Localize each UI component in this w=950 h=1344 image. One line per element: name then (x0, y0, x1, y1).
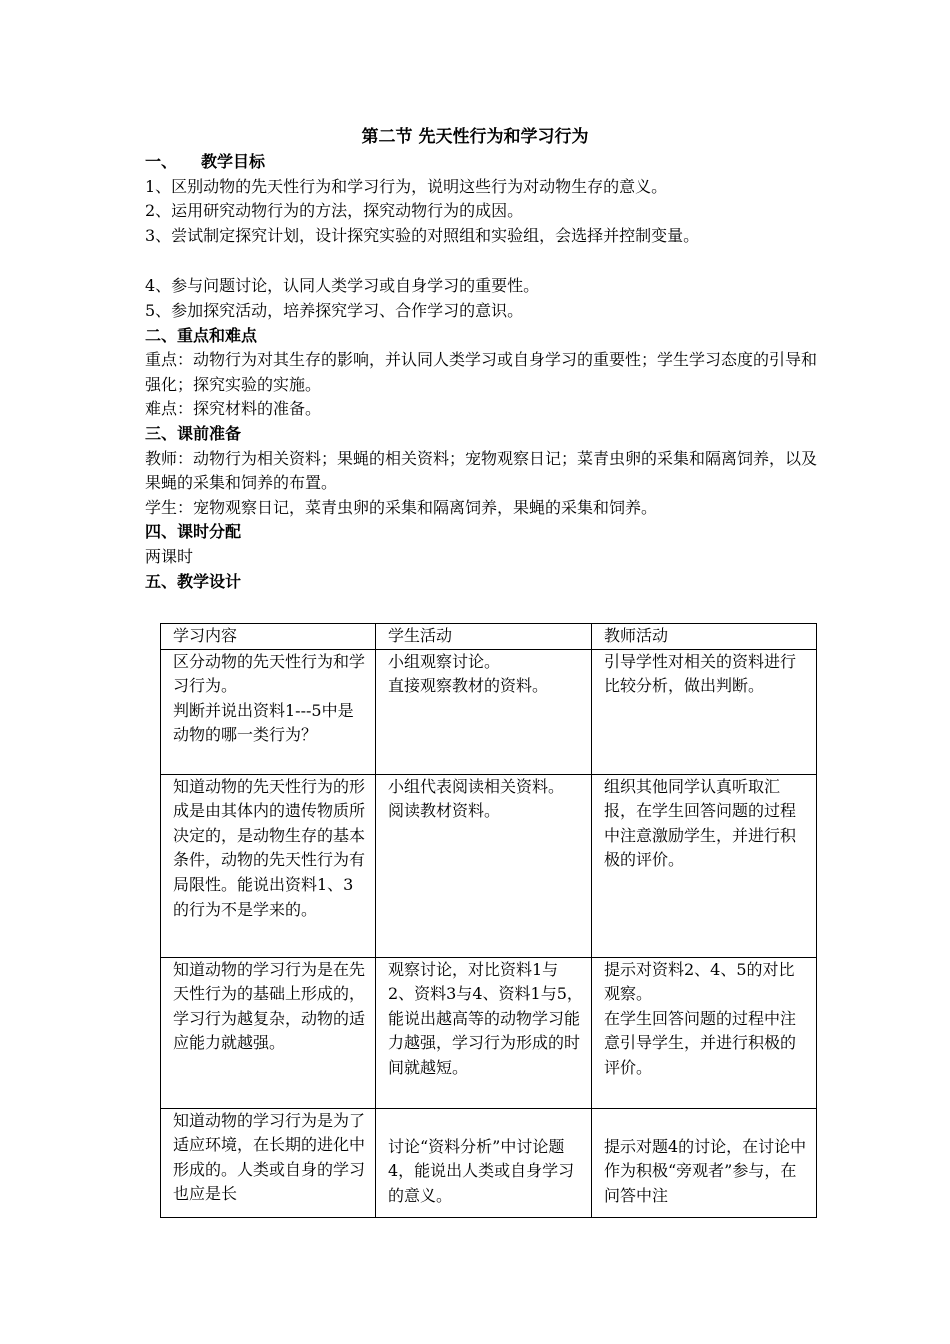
objective-item: 3、尝试制定探究计划，设计探究实验的对照组和实验组，会选择并控制变量。 (145, 225, 700, 245)
column-header-teacher-activity: 教师活动 (592, 624, 817, 650)
teacher-activity-cell (592, 957, 817, 1108)
objective-item: 4、参与问题讨论，认同人类学习或自身学习的重要性。 (145, 276, 540, 296)
section-heading-objectives (145, 150, 825, 175)
cell-text: 判断并说出资料1---5中是动物的哪一类行为？ (173, 700, 354, 745)
column-header-content: 学习内容 (161, 624, 376, 650)
section-heading-schedule: 四、课时分配 (145, 522, 242, 542)
section-heading-key-points: 二、重点和难点 (145, 325, 258, 345)
objective-item: 1、区别动物的先天性行为和学习行为，说明这些行为对动物生存的意义。 (145, 176, 668, 196)
table-row (161, 774, 817, 957)
section-heading-preparation: 三、课前准备 (145, 423, 242, 443)
cell-text: 小组观察讨论。 (388, 651, 501, 671)
student-activity-cell (376, 774, 592, 957)
student-activity-cell (376, 957, 592, 1108)
cell-text: 引导学性对相关的资料进行比较分析，做出判断。 (604, 651, 797, 696)
document-body (145, 150, 825, 594)
objective-item: 5、参加探究活动，培养探究学习、合作学习的意识。 (145, 300, 524, 320)
section-heading-design: 五、教学设计 (145, 571, 242, 591)
page-title: 第二节 先天性行为和学习行为 (361, 127, 589, 147)
cell-text: 在学生回答问题的过程中注意引导学生，并进行积极的评价。 (604, 1008, 797, 1077)
teacher-activity-cell (592, 774, 817, 957)
learning-content-cell (161, 957, 376, 1108)
cell-text: 阅读教材资料。 (388, 801, 501, 821)
cell-text: 组织其他同学认真听取汇报，在学生回答问题的过程中注意激励学生，并进行积极的评价。 (604, 776, 797, 870)
teaching-design-table (160, 623, 817, 1218)
cell-text: 讨论“资料分析”中讨论题4，能说出人类或自身学习的意义。 (388, 1136, 575, 1205)
schedule-text: 两课时 (145, 546, 194, 566)
column-header-student-activity: 学生活动 (376, 624, 592, 650)
table-header-row (161, 624, 817, 650)
cell-text: 知道动物的学习行为是在先天性行为的基础上形成的，学习行为越复杂，动物的适应能力就越强。 (173, 959, 366, 1053)
key-point-text: 重点：动物行为对其生存的影响，并认同人类学习或自身学习的重要性；学生学习态度的引导和强化；探究实验的实施。 (145, 350, 818, 394)
student-activity-cell (376, 1108, 592, 1217)
objective-item: 2、运用研究动物行为的方法，探究动物行为的成因。 (145, 201, 524, 221)
teacher-preparation-text: 教师：动物行为相关资料；果蝇的相关资料；宠物观察日记；菜青虫卵的采集和隔离饲养，以及果蝇的采集和饲养的布置。 (145, 448, 818, 493)
cell-text: 知道动物的学习行为是为了适应环境，在长期的进化中形成的。人类或自身的学习也应是长 (173, 1110, 366, 1204)
student-activity-cell (376, 649, 592, 774)
table-row (161, 957, 817, 1108)
cell-text: 直接观察教材的资料。 (388, 676, 549, 696)
cell-text: 观察讨论，对比资料1与2、资料3与4、资料1与5，能说出越高等的动物学习能力越强，学习行为形成的时间就越短。 (388, 959, 583, 1077)
section-title: 教学目标 (201, 152, 266, 171)
cell-text: 小组代表阅读相关资料。 (388, 776, 565, 796)
cell-text: 知道动物的先天性行为的形成是由其体内的遗传物质所决定的，是动物生存的基本条件，动物的先天性行为有局限性。能说出资料1、3的行为不是学来的。 (173, 776, 366, 919)
student-preparation-text: 学生：宠物观察日记，菜青虫卵的采集和隔离饲养，果蝇的采集和饲养。 (145, 497, 658, 517)
section-number: 一、 (145, 152, 178, 171)
blank-line (145, 248, 825, 274)
table-row (161, 649, 817, 774)
teacher-activity-cell (592, 649, 817, 774)
learning-content-cell (161, 774, 376, 957)
learning-content-cell (161, 649, 376, 774)
cell-text: 提示对题4的讨论，在讨论中作为积极“旁观者”参与，在问答中注 (604, 1136, 807, 1205)
cell-text: 提示对资料2、4、5的对比观察。 (604, 959, 795, 1004)
cell-text: 区分动物的先天性行为和学习行为。 (173, 651, 366, 696)
difficulty-text: 难点：探究材料的准备。 (145, 399, 322, 419)
teacher-activity-cell (592, 1108, 817, 1217)
table-row (161, 1108, 817, 1217)
learning-content-cell (161, 1108, 376, 1217)
